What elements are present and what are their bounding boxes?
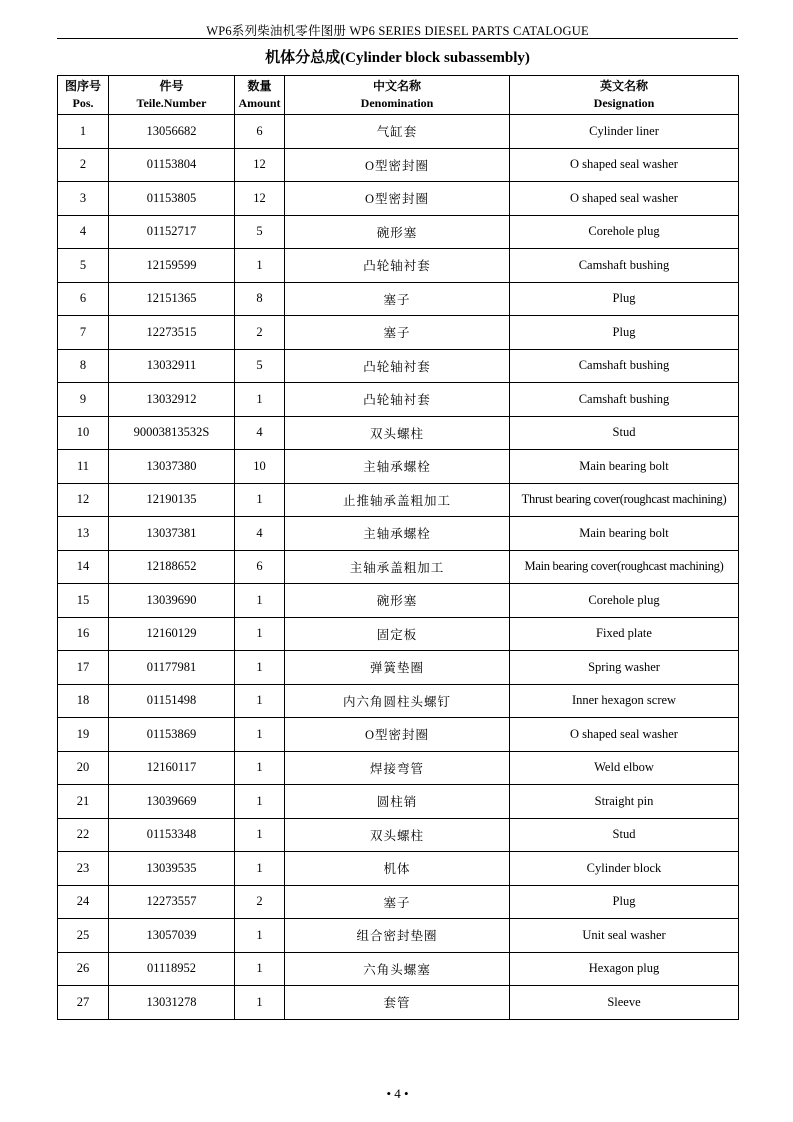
cell-amount: 4 [235,416,285,450]
cell-denomination: O型密封圈 [285,148,510,182]
cell-pos: 18 [58,684,109,718]
table-row [58,952,739,986]
table-row [58,550,739,584]
cell-designation: O shaped seal washer [510,182,739,216]
cell-designation: Plug [510,316,739,350]
table-row [58,215,739,249]
cell-amount: 10 [235,450,285,484]
table-row [58,785,739,819]
cell-denomination: 塞子 [285,885,510,919]
cell-denomination: 弹簧垫圈 [285,651,510,685]
cell-amount: 1 [235,584,285,618]
cell-part-number: 12160129 [109,617,235,651]
cell-amount: 6 [235,115,285,149]
cell-designation: Fixed plate [510,617,739,651]
cell-pos: 22 [58,818,109,852]
cell-denomination: 凸轮轴衬套 [285,383,510,417]
cell-pos: 21 [58,785,109,819]
cell-part-number: 13039535 [109,852,235,886]
cell-pos: 8 [58,349,109,383]
table-row [58,182,739,216]
cell-amount: 1 [235,852,285,886]
cell-denomination: 碗形塞 [285,215,510,249]
table-row [58,316,739,350]
table-row [58,282,739,316]
column-header-amount [235,76,285,115]
cell-denomination: O型密封圈 [285,718,510,752]
table-row [58,919,739,953]
cell-amount: 1 [235,952,285,986]
cell-denomination: 主轴承螺栓 [285,517,510,551]
header-rule [57,38,738,39]
table-row [58,148,739,182]
cell-pos: 23 [58,852,109,886]
cell-designation: Main bearing cover(roughcast machining) [510,550,739,584]
cell-amount: 2 [235,316,285,350]
cell-denomination: 套管 [285,986,510,1020]
cell-part-number: 01118952 [109,952,235,986]
table-row [58,483,739,517]
cell-denomination: 机体 [285,852,510,886]
cell-denomination: 六角头螺塞 [285,952,510,986]
cell-part-number: 13056682 [109,115,235,149]
cell-amount: 1 [235,617,285,651]
cell-designation: O shaped seal washer [510,148,739,182]
cell-designation: Sleeve [510,986,739,1020]
column-header-en: Pos. [72,96,94,110]
table-row [58,751,739,785]
cell-part-number: 12188652 [109,550,235,584]
cell-denomination: 焊接弯管 [285,751,510,785]
cell-amount: 1 [235,651,285,685]
cell-pos: 1 [58,115,109,149]
cell-pos: 25 [58,919,109,953]
cell-part-number: 13039669 [109,785,235,819]
page-number: • 4 • [386,1086,409,1101]
cell-denomination: 主轴承盖粗加工 [285,550,510,584]
cell-designation: Corehole plug [510,215,739,249]
cell-amount: 4 [235,517,285,551]
cell-denomination: 主轴承螺栓 [285,450,510,484]
cell-part-number: 13057039 [109,919,235,953]
cell-pos: 16 [58,617,109,651]
cell-part-number: 13032911 [109,349,235,383]
cell-amount: 12 [235,148,285,182]
cell-designation: Plug [510,885,739,919]
cell-amount: 6 [235,550,285,584]
cell-denomination: 止推轴承盖粗加工 [285,483,510,517]
table-row [58,416,739,450]
column-header-en: Denomination [360,96,434,110]
table-row [58,383,739,417]
cell-pos: 27 [58,986,109,1020]
column-header-zh: 英文名称 [599,79,648,93]
cell-amount: 1 [235,684,285,718]
cell-amount: 1 [235,818,285,852]
cell-amount: 5 [235,215,285,249]
table-row [58,517,739,551]
cell-amount: 1 [235,249,285,283]
column-header-pos [58,76,109,115]
cell-designation: Camshaft bushing [510,349,739,383]
cell-denomination: 碗形塞 [285,584,510,618]
cell-part-number: 13037381 [109,517,235,551]
cell-designation: Weld elbow [510,751,739,785]
cell-amount: 5 [235,349,285,383]
table-row [58,818,739,852]
cell-denomination: 双头螺柱 [285,416,510,450]
cell-pos: 4 [58,215,109,249]
cell-part-number: 12159599 [109,249,235,283]
cell-denomination: O型密封圈 [285,182,510,216]
cell-part-number: 01151498 [109,684,235,718]
table-row [58,450,739,484]
cell-designation: Corehole plug [510,584,739,618]
cell-designation: Stud [510,818,739,852]
table-row [58,852,739,886]
column-header-en: Amount [238,96,281,110]
column-header-zh: 数量 [247,79,272,93]
column-header-zh: 中文名称 [372,79,421,93]
column-header-zh: 件号 [159,79,184,93]
cell-part-number: 01153348 [109,818,235,852]
cell-amount: 1 [235,718,285,752]
cell-designation: Straight pin [510,785,739,819]
cell-denomination: 圆柱销 [285,785,510,819]
cell-part-number: 01153805 [109,182,235,216]
column-header-number [109,76,235,115]
cell-pos: 13 [58,517,109,551]
parts-table [57,75,739,1020]
cell-pos: 10 [58,416,109,450]
cell-amount: 1 [235,383,285,417]
cell-designation: Spring washer [510,651,739,685]
cell-pos: 15 [58,584,109,618]
cell-amount: 1 [235,986,285,1020]
cell-denomination: 塞子 [285,316,510,350]
cell-designation: Camshaft bushing [510,249,739,283]
cell-pos: 12 [58,483,109,517]
cell-pos: 6 [58,282,109,316]
cell-part-number: 12151365 [109,282,235,316]
cell-pos: 9 [58,383,109,417]
cell-designation: Cylinder liner [510,115,739,149]
cell-part-number: 12273515 [109,316,235,350]
cell-amount: 8 [235,282,285,316]
cell-pos: 14 [58,550,109,584]
column-header-denomination [285,76,510,115]
cell-denomination: 气缸套 [285,115,510,149]
table-row [58,684,739,718]
cell-part-number: 12160117 [109,751,235,785]
cell-denomination: 组合密封垫圈 [285,919,510,953]
table-row [58,885,739,919]
cell-designation: Unit seal washer [510,919,739,953]
table-row [58,584,739,618]
cell-designation: Cylinder block [510,852,739,886]
cell-designation: Camshaft bushing [510,383,739,417]
cell-amount: 1 [235,751,285,785]
cell-designation: Plug [510,282,739,316]
cell-denomination: 凸轮轴衬套 [285,249,510,283]
cell-part-number: 13031278 [109,986,235,1020]
table-row [58,249,739,283]
column-header-en: Designation [593,96,655,110]
cell-denomination: 固定板 [285,617,510,651]
cell-pos: 17 [58,651,109,685]
cell-amount: 1 [235,785,285,819]
cell-denomination: 内六角圆柱头螺钉 [285,684,510,718]
cell-pos: 26 [58,952,109,986]
cell-designation: Thrust bearing cover(roughcast machining) [510,483,739,517]
cell-part-number: 01153804 [109,148,235,182]
cell-part-number: 12190135 [109,483,235,517]
running-header: WP6系列柴油机零件图册 WP6 SERIES DIESEL PARTS CATALOGUE [206,24,589,38]
cell-part-number: 01177981 [109,651,235,685]
cell-designation: Inner hexagon screw [510,684,739,718]
table-header-row [58,76,739,115]
parts-table-body [58,115,739,1020]
column-header-designation [510,76,739,115]
cell-part-number: 13037380 [109,450,235,484]
table-row [58,651,739,685]
cell-pos: 11 [58,450,109,484]
cell-designation: O shaped seal washer [510,718,739,752]
cell-amount: 12 [235,182,285,216]
cell-pos: 7 [58,316,109,350]
cell-part-number: 90003813532S [109,416,235,450]
cell-part-number: 13032912 [109,383,235,417]
cell-part-number: 12273557 [109,885,235,919]
cell-designation: Main bearing bolt [510,517,739,551]
cell-designation: Hexagon plug [510,952,739,986]
cell-pos: 3 [58,182,109,216]
cell-denomination: 塞子 [285,282,510,316]
cell-part-number: 01153869 [109,718,235,752]
cell-pos: 20 [58,751,109,785]
table-row [58,349,739,383]
column-header-zh: 图序号 [64,79,101,93]
page-title: 机体分总成(Cylinder block subassembly) [265,50,530,66]
table-row [58,986,739,1020]
cell-pos: 24 [58,885,109,919]
cell-part-number: 13039690 [109,584,235,618]
table-row [58,718,739,752]
cell-pos: 5 [58,249,109,283]
cell-denomination: 双头螺柱 [285,818,510,852]
cell-amount: 2 [235,885,285,919]
table-row [58,115,739,149]
cell-pos: 2 [58,148,109,182]
cell-pos: 19 [58,718,109,752]
cell-designation: Main bearing bolt [510,450,739,484]
cell-part-number: 01152717 [109,215,235,249]
column-header-en: Teile.Number [136,96,207,110]
cell-amount: 1 [235,919,285,953]
table-row [58,617,739,651]
cell-denomination: 凸轮轴衬套 [285,349,510,383]
cell-designation: Stud [510,416,739,450]
cell-amount: 1 [235,483,285,517]
